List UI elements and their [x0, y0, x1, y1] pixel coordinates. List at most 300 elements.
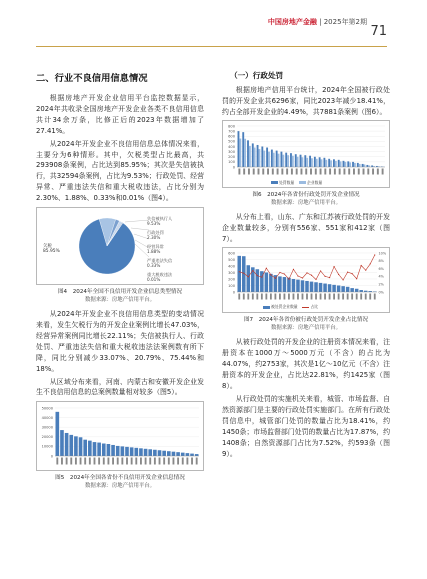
x-tick-label [84, 458, 86, 465]
bar [247, 266, 251, 293]
bar [56, 412, 60, 456]
x-tick-label [334, 168, 336, 174]
bar [323, 284, 327, 292]
bar [352, 162, 354, 167]
paragraph-regions: 从区域分布来看，河南、内蒙古和安徽开发企业发生不良信用信息的总案例数量相对较多（图5）。 [36, 377, 204, 397]
ratio-point [352, 274, 353, 275]
bar [74, 437, 78, 457]
y-tick-label: 400 [228, 264, 235, 269]
y-tick-label: 600 [228, 134, 235, 139]
x-tick-label [265, 294, 267, 300]
y-tick-label: 600 [228, 251, 235, 256]
bar [130, 448, 134, 457]
x-tick-label [121, 458, 123, 465]
pie-label: 经营异常 1.88% [147, 244, 164, 255]
x-tick-label [163, 458, 165, 465]
bar [190, 454, 194, 456]
figure-7-source: 数据来源：房地产信用平台。 [270, 325, 342, 332]
bar [323, 157, 325, 166]
bar [292, 279, 296, 292]
x-tick-label [191, 458, 193, 465]
x-tick-label [297, 294, 299, 300]
figure-7-caption: 图7 2024年各省份被行政处罚开发企业占比情况 [243, 317, 369, 324]
x-tick-label [284, 294, 286, 300]
ratio-point [261, 277, 262, 278]
paragraph-penalties: 根据房地产信用平台统计，2024年全国被行政处罚的开发企业共6296家，同比2023年减少18.41%，约占全部开发企业的4.49%，共7881条案例（图6）。 [222, 86, 390, 116]
ratio-point [302, 278, 303, 279]
page-number: 71 [370, 24, 387, 39]
bar [283, 277, 287, 292]
bar [285, 152, 287, 166]
ratio-point [324, 276, 325, 277]
x-tick-label [149, 458, 151, 465]
y2-tick-label: 10% [378, 251, 387, 256]
x-tick-label [112, 458, 114, 465]
x-tick-label [66, 458, 68, 465]
bar [252, 143, 254, 167]
y-tick-label: 500 [228, 139, 235, 144]
bar [256, 270, 260, 293]
bar [65, 433, 69, 456]
x-tick-label [243, 294, 245, 300]
x-tick-label [369, 294, 371, 300]
x-tick-label [89, 458, 91, 465]
bar [176, 452, 180, 456]
y-tick-label: 700 [228, 129, 235, 134]
x-tick-label [333, 294, 335, 300]
x-tick-label [159, 458, 161, 465]
paragraph-authorities: 从行政处罚的实施机关来看，城管、市场监督、自然资源部门是主要的行政处罚实施部门。在所有行政处罚信息中，城管部门处罚的数量占比为18.41%，约1450条；市场监督部门处罚的数量占比为17.87%，约1408条；自然资源部门占比为7.52%，约593条（图9）。 [222, 394, 390, 458]
bar [292, 155, 294, 166]
x-tick-label [238, 168, 240, 174]
x-tick-label [56, 458, 58, 465]
y-tick-label: 0 [50, 454, 53, 459]
ratio-point [270, 275, 271, 276]
x-tick-label [320, 168, 322, 174]
x-tick-label [353, 168, 355, 174]
bar [144, 449, 148, 456]
left-column [36, 70, 204, 495]
bar [364, 164, 366, 167]
combo-chart [223, 248, 389, 304]
x-tick-label [281, 168, 283, 174]
bar [273, 152, 275, 166]
ratio-point [374, 255, 375, 256]
bar [343, 161, 345, 167]
y-tick-label: 100 [228, 159, 235, 164]
bar [254, 147, 256, 166]
y-tick-label: 500 [228, 258, 235, 263]
legend-label: 被处罚企业数量 [271, 304, 298, 310]
ratio-point [370, 264, 371, 265]
x-tick-label [247, 294, 249, 300]
y2-tick-label: 4% [378, 275, 384, 280]
x-tick-label [310, 168, 312, 174]
x-tick-label [324, 168, 326, 174]
x-tick-label [117, 458, 119, 465]
bar [319, 283, 323, 292]
x-tick-label [363, 168, 365, 174]
legend-label: 企业数量 [307, 179, 323, 185]
y-tick-label: 10000 [41, 445, 53, 450]
x-tick-label [351, 294, 353, 300]
ratio-point [365, 270, 366, 271]
bar [355, 289, 359, 292]
figure-6-legend [271, 180, 322, 186]
x-tick-label [270, 294, 272, 300]
x-tick-label [135, 458, 137, 465]
bar [282, 154, 284, 166]
paragraph-overview: 根据房地产开发企业信用平台监控数据显示，2024年共收录全国房地产开发企业各类不良信用信息共计34余万条，比修正后的2023年数据增加了27.41%。 [36, 94, 204, 135]
x-tick-label [253, 168, 255, 174]
x-tick-label [382, 168, 384, 174]
bar [328, 285, 332, 293]
ratio-point [252, 270, 253, 271]
bar [340, 161, 342, 167]
bar [316, 159, 318, 167]
bar [249, 146, 251, 167]
header-rule [36, 46, 387, 47]
y-tick-label: 30000 [41, 425, 53, 430]
subsection-title: （一）行政处罚 [230, 71, 284, 80]
figure-7-combo [222, 247, 390, 313]
x-tick-label [347, 294, 349, 300]
paragraph-categories: 从2024年开发企业不良信用信息总体情况来看，主要分为6种情形。其中，欠税类型占比最高，共293908条案例，占比达到85.95%；其次是失信被执行，共32594条案例，占比为9.53%；行政处罚、经营异常、严重违法失信和重大税收违法，占比分别为2.30%、1.88%、0.33%和0.01%（图4）。 [36, 139, 204, 203]
ratio-point [361, 265, 362, 266]
bar [296, 280, 300, 292]
bar [346, 287, 350, 292]
x-tick-label [256, 294, 258, 300]
ratio-point [356, 279, 357, 280]
x-tick-label [356, 294, 358, 300]
x-tick-label [342, 294, 344, 300]
bar [301, 157, 303, 167]
x-tick-label [291, 168, 293, 174]
ratio-point [347, 272, 348, 273]
legend-label: 处罚数量 [279, 179, 295, 185]
pie-label: 严重违法失信 0.33% [147, 258, 173, 269]
legend-swatch [302, 307, 309, 308]
x-tick-label [168, 458, 170, 465]
bar [347, 161, 349, 167]
bar [269, 274, 273, 292]
page-header [0, 0, 427, 46]
bar [107, 444, 111, 456]
ratio-line [239, 255, 374, 280]
x-tick-label [182, 458, 184, 465]
pie-main-label-name: 欠税 [43, 244, 52, 250]
bar [79, 438, 83, 457]
x-tick-label [300, 168, 302, 174]
bar [97, 443, 101, 456]
ratio-point [333, 266, 334, 267]
ratio-point [306, 273, 307, 274]
figure-4-pie [36, 207, 204, 285]
figure-7-legend [263, 304, 318, 310]
bar [366, 165, 368, 167]
paragraph-distribution: 从分布上看，山东、广东和江苏被行政处罚的开发企业数量较多，分别有556家、551家和412家（图7）。 [222, 212, 390, 243]
figure-6-bar [222, 120, 390, 188]
bar [238, 131, 240, 167]
x-tick-label [365, 294, 367, 300]
header-separator: | [319, 18, 324, 26]
ratio-point [257, 275, 258, 276]
bar [278, 277, 282, 293]
figure-5-caption: 图5 2024年全国各省份不良信用开发企业信息情况 [55, 475, 185, 482]
bar [328, 159, 330, 167]
ratio-point [315, 279, 316, 280]
ratio-point [338, 274, 339, 275]
bar [297, 156, 299, 166]
bar [242, 132, 244, 167]
x-tick-label [272, 168, 274, 174]
bar [257, 145, 259, 167]
bar [332, 285, 336, 292]
issue-label: 2025年第2期 [323, 18, 367, 26]
bar [362, 164, 364, 167]
bar-chart [223, 121, 389, 179]
paragraph-capital: 从被行政处罚的开发企业的注册资本情况来看，注册资本在1000万～5000万元（不含）的占比为44.07%，约2753家，其次是1亿～10亿元（不含）注册资本的开发企业，占比达22.81%，约1425家（图8）。 [222, 338, 390, 391]
bar [280, 151, 282, 166]
x-tick-label [329, 168, 331, 174]
bar [258, 149, 260, 167]
bar [134, 448, 138, 456]
bar [338, 160, 340, 167]
bar [148, 450, 152, 457]
x-tick-label [315, 294, 317, 300]
bar [319, 157, 321, 167]
x-tick-label [339, 168, 341, 174]
pie-main-label-value: 85.95% [43, 249, 60, 255]
bar [278, 153, 280, 166]
bar [60, 430, 64, 456]
x-tick-label [329, 294, 331, 300]
figure-5-source: 数据来源：房地产信用平台。 [84, 483, 156, 490]
bar [247, 140, 249, 167]
x-tick-label [306, 294, 308, 300]
x-tick-label [305, 168, 307, 174]
ratio-point [293, 269, 294, 270]
ratio-point [248, 277, 249, 278]
bar [359, 164, 361, 167]
bar [195, 454, 199, 456]
pie-main-label [43, 244, 60, 254]
bar [357, 163, 359, 167]
x-tick-label [75, 458, 77, 465]
bar [344, 162, 346, 167]
bar [350, 289, 354, 293]
bar [276, 150, 278, 166]
x-tick-label [374, 294, 376, 300]
bar [237, 256, 241, 292]
y-tick-label: 0 [232, 165, 235, 170]
bar [333, 159, 335, 167]
x-tick-label [320, 294, 322, 300]
legend-swatch [271, 181, 278, 184]
bar [181, 453, 185, 456]
bar [268, 151, 270, 166]
bar [335, 161, 337, 167]
x-tick-label [324, 294, 326, 300]
x-tick-label [131, 458, 133, 465]
ratio-point [284, 274, 285, 275]
bar [261, 146, 263, 167]
bar [305, 281, 309, 292]
x-tick-label [196, 458, 198, 465]
bar [139, 449, 143, 457]
y-tick-label: 100 [228, 284, 235, 289]
x-tick-label [154, 458, 156, 465]
bar [116, 446, 120, 456]
x-tick-label [186, 458, 188, 465]
x-tick-label [258, 168, 260, 174]
figure-4-caption: 图4 2024年全国不良信用开发企业信息类型情况 [57, 289, 183, 296]
bar [271, 149, 273, 166]
ratio-point [288, 279, 289, 280]
ratio-point [279, 272, 280, 273]
y2-tick-label: 0% [378, 290, 384, 295]
x-tick-label [279, 294, 281, 300]
y-tick-label: 300 [228, 149, 235, 154]
x-tick-label [293, 294, 295, 300]
figure-6-caption: 图6 2024年各省份行政处罚开发企业情况 [252, 191, 360, 198]
ratio-point [329, 277, 330, 278]
ratio-point [311, 275, 312, 276]
bar-chart [37, 402, 203, 470]
bar [88, 441, 92, 456]
x-tick-label [311, 294, 313, 300]
x-tick-label [358, 168, 360, 174]
x-tick-label [302, 294, 304, 300]
x-tick-label [360, 294, 362, 300]
bar [69, 435, 73, 456]
bar [321, 159, 323, 167]
x-tick-label [288, 294, 290, 300]
bar [337, 286, 341, 293]
x-tick-label [261, 294, 263, 300]
bar [349, 162, 351, 167]
x-tick-label [80, 458, 82, 465]
bar [310, 282, 314, 292]
bar [83, 440, 87, 456]
y-tick-label: 20000 [41, 435, 53, 440]
bar [186, 453, 190, 456]
x-tick-label [367, 168, 369, 174]
ratio-point [243, 273, 244, 274]
bar [368, 165, 370, 167]
x-tick-label [262, 168, 264, 174]
x-tick-label [61, 458, 63, 465]
y-tick-label: 200 [228, 277, 235, 282]
x-tick-label [98, 458, 100, 465]
y-tick-label: 200 [228, 154, 235, 159]
ratio-point [297, 276, 298, 277]
ratio-point [239, 272, 240, 273]
bar [295, 154, 297, 167]
pie-label: 重大税收违法 0.01% [147, 272, 173, 283]
bar [162, 451, 166, 456]
bar [341, 287, 345, 293]
x-tick-label [145, 458, 147, 465]
right-column [222, 70, 390, 461]
bar [371, 165, 373, 167]
bar [304, 155, 306, 167]
y-tick-label: 800 [228, 124, 235, 129]
y-tick-label: 400 [228, 144, 235, 149]
x-tick-label [238, 294, 240, 300]
x-tick-label [94, 458, 96, 465]
y2-tick-label: 8% [378, 259, 384, 264]
x-tick-label [267, 168, 269, 174]
bar [265, 273, 269, 293]
bar [300, 154, 302, 166]
x-tick-label [140, 458, 142, 465]
bar [325, 160, 327, 167]
bar [287, 278, 291, 292]
figure-5-bar [36, 401, 204, 471]
leader-line [125, 220, 149, 222]
bar [306, 157, 308, 166]
x-tick-label [296, 168, 298, 174]
bar [93, 442, 97, 456]
ratio-point [275, 278, 276, 279]
bar [158, 451, 162, 457]
y2-tick-label: 6% [378, 267, 384, 272]
ratio-point [343, 280, 344, 281]
paragraph-changes: 从2024年开发企业不良信用信息类型的变动情况来看，发生欠税行为的开发企业案例比增长47.03%，经营异常案例同比增长22.11%；失信被执行人、行政处罚、严重违法失信和重大税收违法法案例数有所下降，同比分别减少33.07%、20.79%、75.44%和18%。 [36, 310, 204, 373]
bar [354, 163, 356, 167]
y-tick-label: 40000 [41, 416, 53, 421]
bar [290, 153, 292, 167]
bar [239, 138, 241, 166]
bar [266, 147, 268, 166]
bar [301, 281, 305, 293]
ratio-point [266, 268, 267, 269]
bar [244, 138, 246, 166]
bar [111, 445, 115, 456]
legend-swatch [299, 181, 306, 184]
figure-6-source: 数据来源：房地产信用平台。 [270, 199, 342, 206]
x-tick-label [343, 168, 345, 174]
x-tick-label [107, 458, 109, 465]
bar [359, 290, 363, 292]
bar [153, 450, 157, 456]
figure-4-source: 数据来源：房地产信用平台。 [84, 297, 156, 304]
header-journal-issue [268, 17, 367, 27]
legend-swatch [263, 306, 270, 309]
pie-label: 失信被执行人 9.53% [147, 216, 173, 227]
x-tick-label [173, 458, 175, 465]
bar [287, 155, 289, 167]
bar [309, 155, 311, 166]
legend-label: 占比 [310, 304, 318, 310]
x-tick-label [277, 168, 279, 174]
x-tick-label [315, 168, 317, 174]
x-tick-label [248, 168, 250, 174]
x-tick-label [338, 294, 340, 300]
bar [172, 452, 176, 456]
x-tick-label [252, 294, 254, 300]
bar [125, 447, 129, 456]
y-tick-label: 50000 [41, 406, 53, 411]
x-tick-label [274, 294, 276, 300]
x-tick-label [377, 168, 379, 174]
bar [167, 452, 171, 457]
journal-name: 中国房地产金融 [267, 18, 317, 26]
x-tick-label [177, 458, 179, 465]
y-tick-label: 0 [232, 290, 235, 295]
x-tick-label [286, 168, 288, 174]
